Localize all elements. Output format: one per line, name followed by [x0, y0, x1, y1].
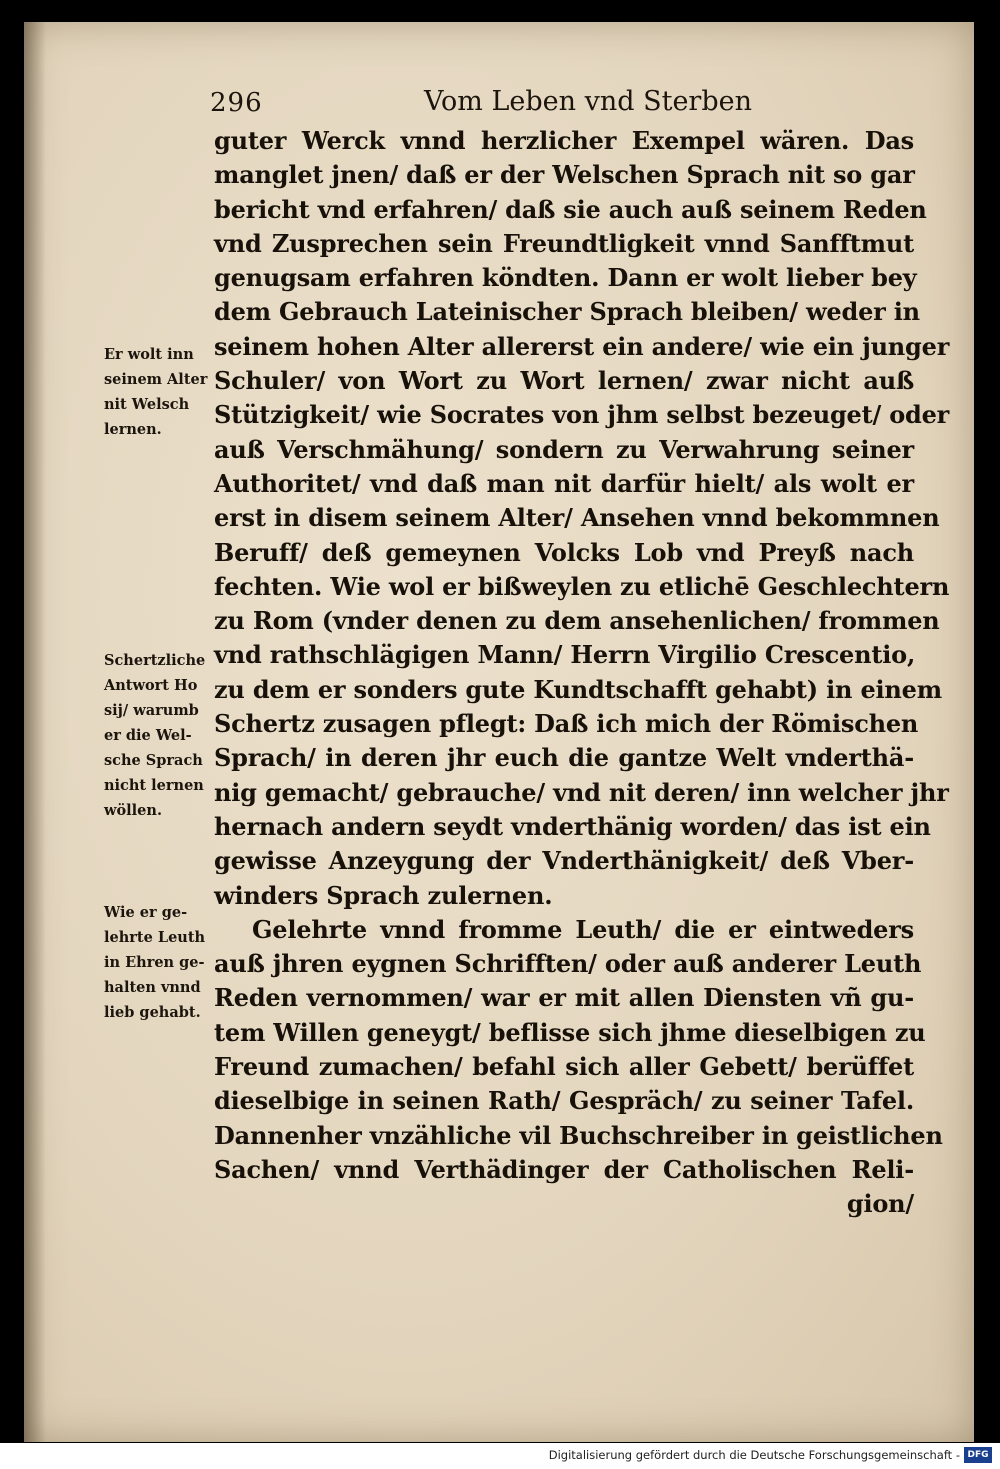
text-line: auß jhren eygnen Schrifften/ oder auß anderer Leuth — [214, 949, 922, 979]
margin-note — [104, 900, 244, 1025]
text-line: erst in disem seinem Alter/ Ansehen vnnd bekommnen — [214, 503, 940, 533]
text-line: guter Werck vnnd herzlicher Exempel wären. Das — [214, 126, 914, 155]
margin-note-line: lehrte Leuth — [104, 929, 206, 946]
text-line: Dannenher vnzähliche vil Buchschreiber in geistlichen — [214, 1120, 943, 1150]
text-line: bericht vnd erfahren/ daß sie auch auß seinem Reden — [214, 194, 927, 224]
text-line: Beruff/ deß gemeynen Volcks Lob vnd Preyß nach — [214, 537, 914, 567]
dfg-logo-icon: DFG — [964, 1447, 992, 1463]
text-line: seinem hohen Alter allererst ein andere/ wie ein junger — [214, 331, 950, 361]
margin-note-line: Er wolt inn — [104, 346, 194, 363]
margin-note-line: er die Wel- — [104, 727, 192, 744]
text-line: tem Willen geneygt/ beflisse sich jhme dieselbigen zu — [214, 1017, 926, 1047]
margin-note — [104, 342, 244, 442]
text-line: dieselbige in seinen Rath/ Gespräch/ zu seiner Tafel. — [214, 1086, 914, 1116]
margin-note-line: sche Sprach — [104, 752, 203, 769]
margin-note-line: in Ehren ge- — [104, 954, 205, 971]
page-spine-shadow — [24, 22, 46, 1442]
margin-note-line: Antwort Ho — [104, 677, 198, 694]
text-line: genugsam erfahren köndten. Dann er wolt lieber bey — [214, 263, 917, 293]
text-line: Sprach/ in deren jhr euch die gantze Welt vnderthä- — [214, 743, 914, 773]
margin-note-line: lieb gehabt. — [104, 1004, 201, 1021]
running-title: Vom Leben vnd Sterben — [424, 86, 752, 117]
margin-note-line: Wie er ge- — [104, 904, 188, 921]
page-number: 296 — [210, 88, 263, 118]
margin-note-line: halten vnnd — [104, 979, 201, 996]
margin-note-line: seinem Alter — [104, 371, 208, 388]
margin-note-line: Schertzliche — [104, 652, 206, 669]
text-line: Authoritet/ vnd daß man nit darfür hielt/ als wolt er — [214, 468, 914, 498]
text-line: vnd rathschlägigen Mann/ Herrn Virgilio Crescentio, — [214, 640, 916, 670]
text-line: Freund zumachen/ befahl sich aller Gebett/ berüffet — [214, 1052, 914, 1082]
text-line: Reden vernommen/ war er mit allen Diensten vñ gu- — [214, 983, 914, 1013]
text-line: gion/ — [846, 1189, 914, 1219]
text-line: Schuler/ von Wort zu Wort lernen/ zwar nicht auß — [214, 366, 914, 396]
text-line: vnd Zusprechen sein Freundtligkeit vnnd Sanfftmut — [214, 228, 914, 258]
margin-note — [104, 648, 244, 823]
body-text — [214, 124, 950, 1222]
book-page — [24, 22, 974, 1442]
text-line: auß Verschmähung/ sondern zu Verwahrung seiner — [214, 434, 914, 464]
margin-note-line: lernen. — [104, 421, 162, 438]
text-line: fechten. Wie wol er bißweylen zu etlichē Geschlechtern — [214, 571, 950, 601]
text-line: Gelehrte vnnd fromme Leuth/ die er eintweders — [252, 914, 914, 944]
margin-note-line: wöllen. — [104, 802, 162, 819]
text-line: dem Gebrauch Lateinischer Sprach bleiben/ weder in — [214, 297, 920, 327]
text-line: Schertz zusagen pflegt: Daß ich mich der Römischen — [214, 709, 919, 739]
text-line: winders Sprach zulernen. — [214, 880, 553, 910]
text-line: zu Rom (vnder denen zu dem ansehenlichen/ frommen — [214, 606, 940, 636]
funding-credit: Digitalisierung gefördert durch die Deutsche Forschungsgemeinschaft - — [548, 1448, 960, 1462]
margin-note-line: nicht lernen — [104, 777, 204, 794]
text-line: nig gemacht/ gebrauche/ vnd nit deren/ inn welcher jhr — [214, 777, 949, 807]
text-line: Sachen/ vnnd Verthädinger der Catholischen Reli- — [214, 1154, 914, 1184]
margin-note-line: nit Welsch — [104, 396, 190, 413]
text-line: zu dem er sonders gute Kundtschafft gehabt) in einem — [214, 674, 942, 704]
footer-bar — [0, 1443, 1000, 1469]
text-line: gewisse Anzeygung der Vnderthänigkeit/ deß Vber- — [214, 846, 914, 876]
text-line: manglet jnen/ daß er der Welschen Sprach nit so gar — [214, 160, 915, 190]
text-line: Stützigkeit/ wie Socrates von jhm selbst bezeuget/ oder — [214, 400, 950, 430]
margin-note-line: sij/ warumb — [104, 702, 199, 719]
text-line: hernach andern seydt vnderthänig worden/ das ist ein — [214, 811, 931, 841]
